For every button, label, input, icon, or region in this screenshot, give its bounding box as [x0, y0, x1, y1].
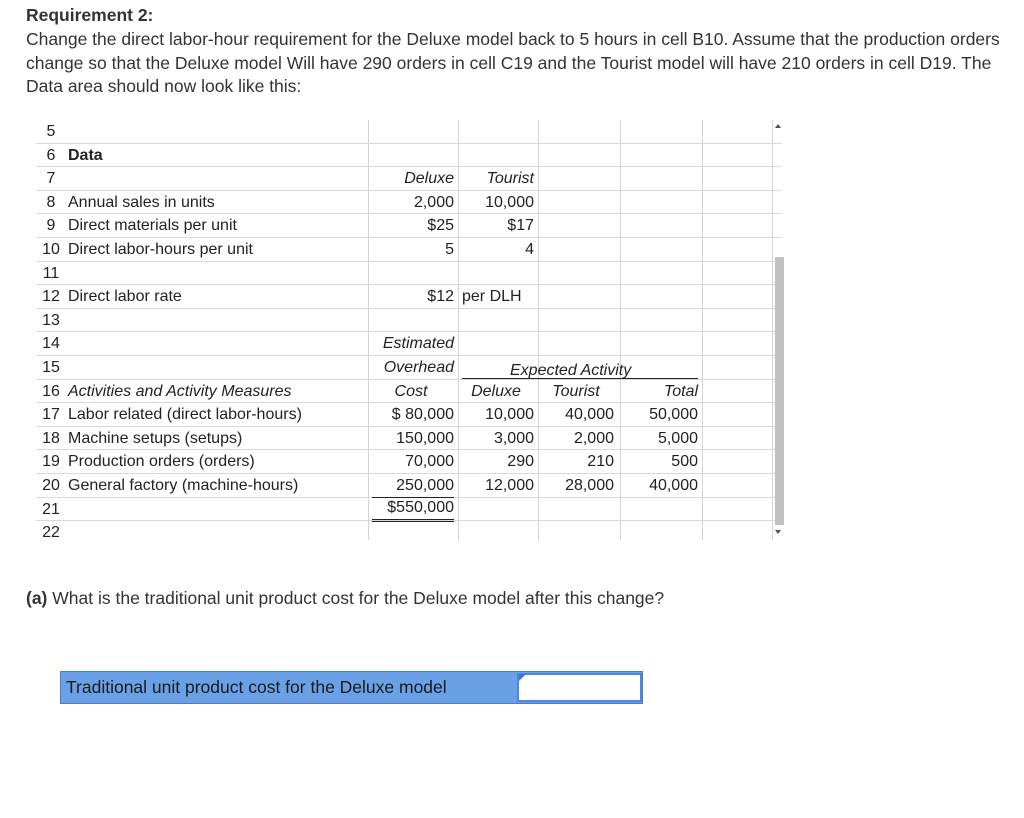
sheet-row-7: [36, 167, 782, 191]
row-label: Direct materials per unit: [68, 217, 237, 235]
cell-d7: [538, 167, 614, 190]
cell-c19: 290: [507, 453, 534, 471]
row-label: Machine setups (setups): [68, 429, 243, 447]
cell-e22: [620, 521, 698, 540]
sheet-row-16: [36, 380, 782, 404]
cell-d22: [538, 521, 614, 540]
cell-e12: [620, 285, 698, 308]
row-label: Annual sales in units: [68, 193, 215, 211]
cell-b22: [368, 521, 454, 540]
row-number: 8: [46, 193, 56, 211]
cell-e11: [620, 262, 698, 285]
row-number: 11: [42, 264, 60, 282]
row-number: 15: [42, 359, 60, 376]
row-number: 20: [42, 477, 60, 494]
row-number: 14: [42, 335, 60, 353]
requirement-text: Change the direct labor-hour requirement for the Deluxe model back to 5 hours in cell B10. Assume that the production orders change so that the Deluxe model Will have 290 orders in cell C19 and the Tourist model will have 210 orders in cell D19. The Data area should now look like this:: [26, 29, 1000, 96]
cell-e19: 500: [671, 453, 698, 471]
sheet-row-11: [36, 262, 782, 286]
cell-b10: 5: [445, 241, 454, 258]
row-number: 18: [42, 429, 60, 447]
row-number: 16: [42, 382, 60, 400]
sheet-row-21: [36, 498, 782, 522]
cell-e18: 5,000: [657, 429, 698, 447]
cell-d11: [538, 262, 614, 285]
scroll-up-arrow-icon[interactable]: [775, 124, 781, 128]
sheet-row-17: [36, 403, 782, 427]
cell-b20: 250,000: [396, 477, 454, 494]
input-flag-icon: [519, 674, 526, 681]
cell-c18: 3,000: [493, 429, 534, 447]
cell-b12: $12: [427, 288, 454, 306]
sheet-row-10: [36, 238, 782, 262]
cell-c20: 12,000: [485, 477, 534, 494]
cell-b9: $25: [427, 217, 454, 235]
cell-d8: [538, 191, 614, 214]
cell-b17: $ 80,000: [391, 406, 454, 424]
cell-e14: [620, 332, 698, 355]
cell-c22: [458, 521, 534, 540]
cell-b5: [368, 120, 454, 143]
sheet-row-13: [36, 309, 782, 333]
row-label: Direct labor-hours per unit: [68, 241, 253, 258]
cell-e7: [620, 167, 698, 190]
cell-b15: Overhead: [383, 359, 454, 376]
sheet-row-19: [36, 450, 782, 474]
row-number: 9: [46, 217, 56, 235]
row-label: Production orders (orders): [68, 453, 255, 471]
cell-c14: [458, 332, 534, 355]
expected-activity-header: Expected Activity: [510, 362, 632, 379]
cell-c9: $17: [507, 217, 534, 235]
requirement-heading: Requirement 2:: [26, 5, 154, 25]
cell-c10: 4: [525, 241, 534, 258]
cell-c17: 10,000: [485, 406, 534, 424]
cell-b6: [368, 144, 454, 167]
cell-e6: [620, 144, 698, 167]
cell-b18: 150,000: [396, 429, 454, 447]
cell-d9: [538, 214, 614, 237]
cell-d6: [538, 144, 614, 167]
sheet-row-12: [36, 285, 782, 309]
cell-d14: [538, 332, 614, 355]
row-label: Labor related (direct labor-hours): [68, 406, 302, 424]
cell-b11: [368, 262, 454, 285]
cell-b8: 2,000: [413, 193, 454, 211]
scrollbar-thumb[interactable]: [775, 257, 784, 525]
cell-e21: [620, 498, 698, 521]
sheet-row-14: [36, 332, 782, 356]
cell-c21: [458, 498, 534, 521]
row-label: Direct labor rate: [68, 288, 182, 306]
answer-label: Traditional unit product cost for the Deluxe model: [66, 677, 447, 697]
cell-b14: Estimated: [382, 335, 454, 353]
row-number: 5: [46, 123, 56, 140]
cell-b21: $550,000: [372, 498, 454, 522]
row-number: 12: [42, 288, 60, 306]
cell-c6: [458, 144, 534, 167]
sheet-row-18: [36, 427, 782, 451]
answer-row: [60, 671, 643, 704]
scroll-down-arrow-icon[interactable]: [775, 530, 781, 534]
cell-c13: [458, 309, 534, 332]
cell-e17: 50,000: [649, 406, 698, 424]
cell-b7: Deluxe: [404, 170, 454, 188]
row-label: General factory (machine-hours): [68, 477, 299, 494]
cell-d17: 40,000: [565, 406, 614, 424]
row-number: 22: [42, 524, 60, 540]
question-prefix: (a): [26, 588, 48, 608]
vertical-scrollbar[interactable]: [772, 120, 786, 540]
sheet-row-20: [36, 474, 782, 498]
cell-e16: Total: [663, 382, 698, 400]
cell-d18: 2,000: [573, 429, 614, 447]
total-top-rule: [372, 497, 454, 498]
row-number: 6: [46, 146, 56, 164]
cell-b13: [368, 309, 454, 332]
cell-c11: [458, 262, 534, 285]
cell-b19: 70,000: [405, 453, 454, 471]
sheet-row-22: [36, 521, 782, 540]
row-number: 7: [46, 170, 56, 188]
cell-e8: [620, 191, 698, 214]
cell-e13: [620, 309, 698, 332]
cell-c8: 10,000: [485, 193, 534, 211]
row-number: 10: [42, 241, 60, 258]
question: [26, 588, 664, 609]
row-label: Data: [68, 146, 103, 164]
cell-c7: Tourist: [486, 170, 534, 188]
row-number: 17: [42, 406, 60, 424]
cell-d16: Tourist: [552, 382, 600, 400]
cell-e10: [620, 238, 698, 261]
cell-d13: [538, 309, 614, 332]
cell-d12: [538, 285, 614, 308]
row-number: 19: [42, 453, 60, 471]
cell-c12: per DLH: [462, 288, 522, 306]
question-text: What is the traditional unit product cost for the Deluxe model after this change?: [52, 588, 665, 608]
cell-e9: [620, 214, 698, 237]
cell-b16: Cost: [394, 382, 428, 400]
cell-c5: [458, 120, 534, 143]
row-label: Activities and Activity Measures: [68, 382, 292, 400]
cell-e20: 40,000: [649, 477, 698, 494]
sheet-row-8: [36, 191, 782, 215]
cell-d5: [538, 120, 614, 143]
sheet-row-6: [36, 144, 782, 168]
cell-e5: [620, 120, 698, 143]
cell-c16: Deluxe: [471, 382, 521, 400]
spreadsheet-data-area: [36, 120, 782, 540]
cell-d20: 28,000: [565, 477, 614, 494]
row-number: 21: [42, 500, 60, 518]
cell-d21: [538, 498, 614, 521]
row-number: 13: [42, 311, 60, 329]
cell-d19: 210: [587, 453, 614, 471]
cell-d10: [538, 238, 614, 261]
sheet-row-5: [36, 120, 782, 144]
answer-input[interactable]: [517, 673, 642, 702]
sheet-row-9: [36, 214, 782, 238]
